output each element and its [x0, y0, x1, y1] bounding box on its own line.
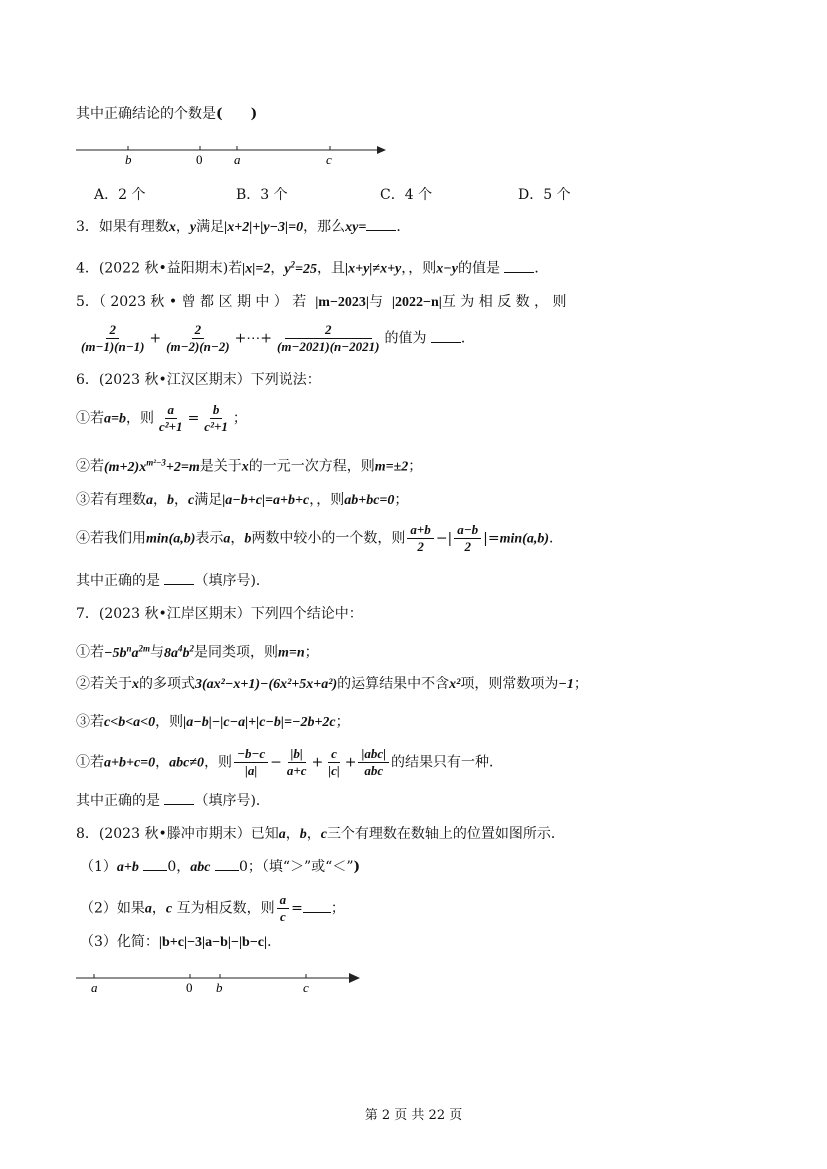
q8-part-3: （3）化简：|b+c|−3|a−b|−|b−c|．: [80, 934, 282, 950]
number-line-1: [74, 140, 394, 170]
axis-label: 0: [196, 152, 203, 167]
axis-label: c: [326, 152, 332, 167]
q7-statement-2: ②若关于x的多项式3(ax²−x+1)−(6x²+5x+a²)的运算结果中不含x²项，则常数项为−1；: [76, 676, 588, 692]
question-6-stem: 6．(2023 秋•江汉区期末）下列说法：: [76, 372, 321, 388]
axis-label: c: [303, 980, 309, 995]
q7-answer: 其中正确的是 （填序号)．: [76, 790, 270, 811]
q6-statement-1: ①若a=b，则 $\frac{a}{\text{c²+1}}$ = $\frac{b}{\text{c²+1}}$ ；: [76, 402, 247, 434]
axis-label: 0: [186, 980, 193, 995]
q7-statement-4: ①若a+b+c=0，abc≠0，则 $\frac{-b-c}{|a|}$ − $\frac{|b|}{a+c}$ + $\frac{c}{|c|}$ + $\frac{\text{|abc|}}{\text{abc}}$ 的结果只有一种．: [76, 746, 503, 778]
question-7-stem: 7．(2023 秋•江岸区期末）下列四个结论中：: [76, 606, 363, 622]
q7-statement-1: ①若$-5b^na^{2m}$与$8a^4b^2$是同类项，则m=n；: [76, 643, 319, 661]
option-b: B．3 个: [236, 187, 288, 203]
question-5-line1: 5．（ 2023 秋 • 曾 都 区 期 中 ） 若 |m−2023|与 |2022−n|互 为 相 反 数 ， 则: [76, 294, 567, 310]
option-c: C．4 个: [380, 187, 433, 203]
question-4: 4．(2022 秋•益阳期末)若|x|=2，$y^2=25$，且|x+y|≠x+y，，则x−y的值是 ．: [76, 259, 549, 277]
question-5-line2: $\frac{2}{(m-1)(n-1)}$ + $\frac{2}{(m-2)(n-2)}$ +⋯+ $\frac{2}{(m-2021)(n-2021)}$ 的值为 ．: [81, 322, 475, 354]
option-d: D．5 个: [518, 187, 571, 203]
q-prev-stem: 其中正确结论的个数是( ): [76, 106, 258, 122]
number-line-2: [74, 968, 374, 998]
q6-answer: 其中正确的是 （填序号)．: [76, 570, 270, 591]
page-footer: 第 2 页 共 22 页: [364, 1108, 463, 1123]
axis-label: a: [234, 152, 241, 167]
axis-label: a: [91, 980, 98, 995]
q6-statement-2: ②若$(m+2)x^{m^2-3}+2=m$是关于x的一元一次方程，则m=±2；: [76, 457, 423, 475]
q8-part-1: （1）a+b 0，abc 0；（填“＞”或“＜”): [80, 856, 360, 878]
q6-statement-3: ③若有理数a，b，c满足|a−b+c|=a+b+c，，则ab+bc=0；: [76, 492, 409, 508]
axis-label: b: [216, 980, 223, 995]
q6-statement-4: ④若我们用min(a,b)表示a，b两数中较小的一个数，则 $\frac{a+b}{2}$ −| $\frac{a-b}{2}$ |=min(a,b)．: [76, 522, 563, 554]
question-8-stem: 8．(2023 秋•滕冲市期末）已知a，b，c三个有理数在数轴上的位置如图所示．: [76, 826, 565, 842]
question-3: 3．如果有理数x，y满足|x+2|+|y−3|=0，那么xy= ．: [76, 216, 410, 238]
axis-label: b: [125, 152, 132, 167]
q8-part-2: （2）如果a，c 互为相反数，则 $\frac{a}{c}$ = ；: [80, 892, 345, 924]
q7-statement-3: ③若c<b<a<0，则|a−b|−|c−a|+|c−b|=−2b+2c；: [76, 714, 350, 730]
option-a: A．2 个: [94, 187, 146, 203]
